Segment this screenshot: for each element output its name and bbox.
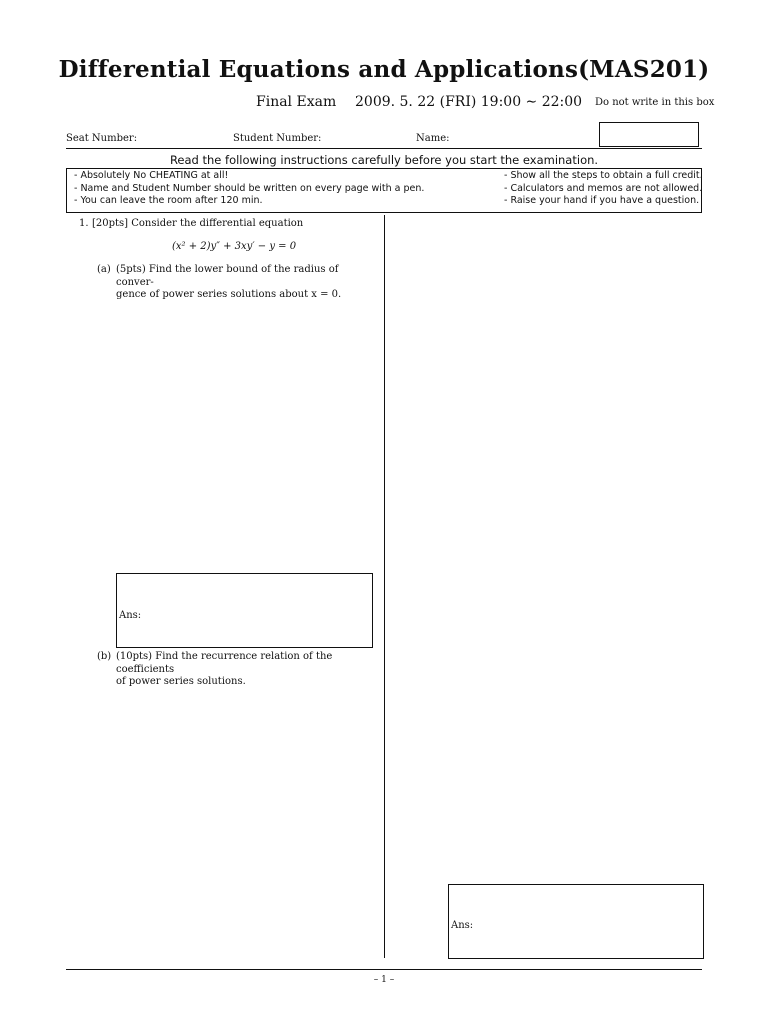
instruction-item: - Name and Student Number should be written on every page with a pen. — [74, 182, 425, 194]
do-not-write-label: Do not write in this box — [595, 97, 715, 108]
part-a-line: (5pts) Find the lower bound of the radius of conver- — [116, 264, 339, 288]
student-number-label: Student Number: — [233, 133, 322, 144]
instructions-heading: Read the following instructions carefully before you start the examination. — [169, 153, 599, 167]
instruction-item: - Show all the steps to obtain a full credit. — [504, 170, 703, 181]
problem-number: 1. — [79, 218, 89, 229]
answer-label-a: Ans: — [119, 610, 142, 621]
instruction-list-right — [504, 170, 703, 208]
header-divider — [66, 148, 702, 149]
column-divider — [384, 215, 385, 958]
answer-box-b[interactable] — [448, 884, 704, 959]
footer-divider — [66, 969, 702, 970]
page-number: – 1 – — [373, 975, 395, 985]
part-b-line: of power series solutions. — [116, 676, 246, 687]
problem-intro: [20pts] Consider the differential equation — [92, 218, 304, 229]
instruction-item: - Calculators and memos are not allowed. — [504, 182, 703, 194]
instruction-list-left — [74, 170, 424, 208]
part-a-line: gence of power series solutions about x = 0. — [116, 289, 342, 300]
answer-box-a[interactable] — [116, 573, 373, 648]
score-box[interactable] — [599, 122, 699, 147]
exam-name: Final Exam — [256, 94, 337, 110]
answer-label-b: Ans: — [451, 920, 474, 931]
instruction-item: - You can leave the room after 120 min. — [74, 195, 263, 206]
part-b-text — [116, 651, 378, 689]
exam-title: Differential Equations and Applications(MAS201) — [58, 56, 710, 83]
name-label: Name: — [416, 133, 450, 144]
instruction-item: - Absolutely No CHEATING at all! — [74, 170, 229, 181]
seat-number-label: Seat Number: — [66, 133, 138, 144]
exam-datetime: 2009. 5. 22 (FRI) 19:00 ∼ 22:00 — [355, 94, 583, 110]
part-b-label: (b) — [97, 651, 112, 662]
part-a-text — [116, 264, 378, 302]
differential-equation: (x² + 2)y″ + 3xy′ − y = 0 — [172, 241, 297, 252]
instruction-item: - Raise your hand if you have a question. — [504, 195, 700, 206]
part-b-line: (10pts) Find the recurrence relation of the coefficients — [116, 651, 333, 675]
part-a-label: (a) — [97, 264, 111, 275]
